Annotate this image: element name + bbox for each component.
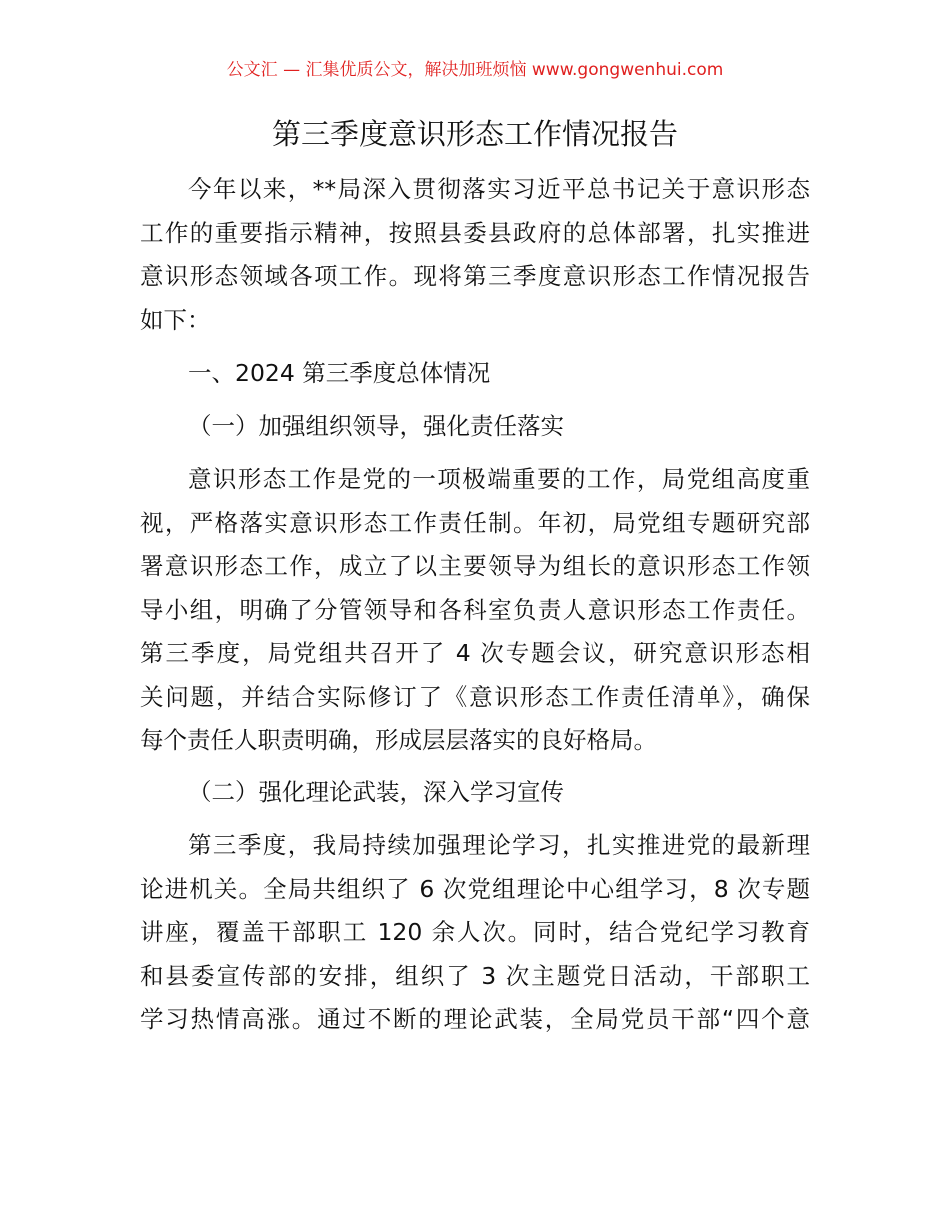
text-line: 今年以来，**局深入贯彻落实习近平总书记关于意识形态: [188, 175, 810, 203]
text-line: 如下：: [140, 305, 211, 334]
text-line: 每个责任人职责明确，形成层层落实的良好格局。: [140, 726, 657, 754]
text-line: 关问题，并结合实际修订了《意识形态工作责任清单》，确保: [140, 682, 810, 711]
text-line: 讲座，覆盖干部职工 120 余人次。同时，结合党纪学习教育: [140, 918, 810, 946]
document-title: 第三季度意识形态工作情况报告: [271, 117, 678, 151]
text-line: 和县委宣传部的安排，组织了 3 次主题党日活动，干部职工: [140, 961, 810, 990]
section-heading-1: 一、2024 第三季度总体情况: [188, 359, 491, 387]
text-line: 学习热情高涨。通过不断的理论武装，全局党员干部“四个意: [140, 1005, 810, 1033]
paragraph-2: [140, 824, 810, 1042]
paragraph-1: [140, 458, 810, 763]
text-line: 论进机关。全局共组织了 6 次党组理论中心组学习，8 次专题: [140, 874, 810, 903]
text-line: 视，严格落实意识形态工作责任制。年初，局党组专题研究部: [140, 508, 810, 537]
text-line: 工作的重要指示精神，按照县委县政府的总体部署，扎实推进: [140, 218, 810, 247]
subsection-heading-1: （一）加强组织领导，强化责任落实: [188, 412, 564, 440]
intro-paragraph: [140, 168, 810, 342]
subsection-heading-2: （二）强化理论武装，深入学习宣传: [188, 778, 564, 806]
text-line: 第三季度，局党组共召开了 4 次专题会议，研究意识形态相: [140, 639, 810, 667]
watermark-banner: 公文汇 — 汇集优质公文，解决加班烦恼 www.gongwenhui.com: [226, 60, 724, 80]
text-line: 意识形态工作是党的一项极端重要的工作，局党组高度重: [188, 465, 810, 493]
text-line: 第三季度，我局持续加强理论学习，扎实推进党的最新理: [188, 831, 810, 859]
text-line: 意识形态领域各项工作。现将第三季度意识形态工作情况报告: [140, 262, 810, 290]
text-line: 署意识形态工作，成立了以主要领导为组长的意识形态工作领: [140, 552, 810, 580]
text-line: 导小组，明确了分管领导和各科室负责人意识形态工作责任。: [140, 595, 810, 624]
